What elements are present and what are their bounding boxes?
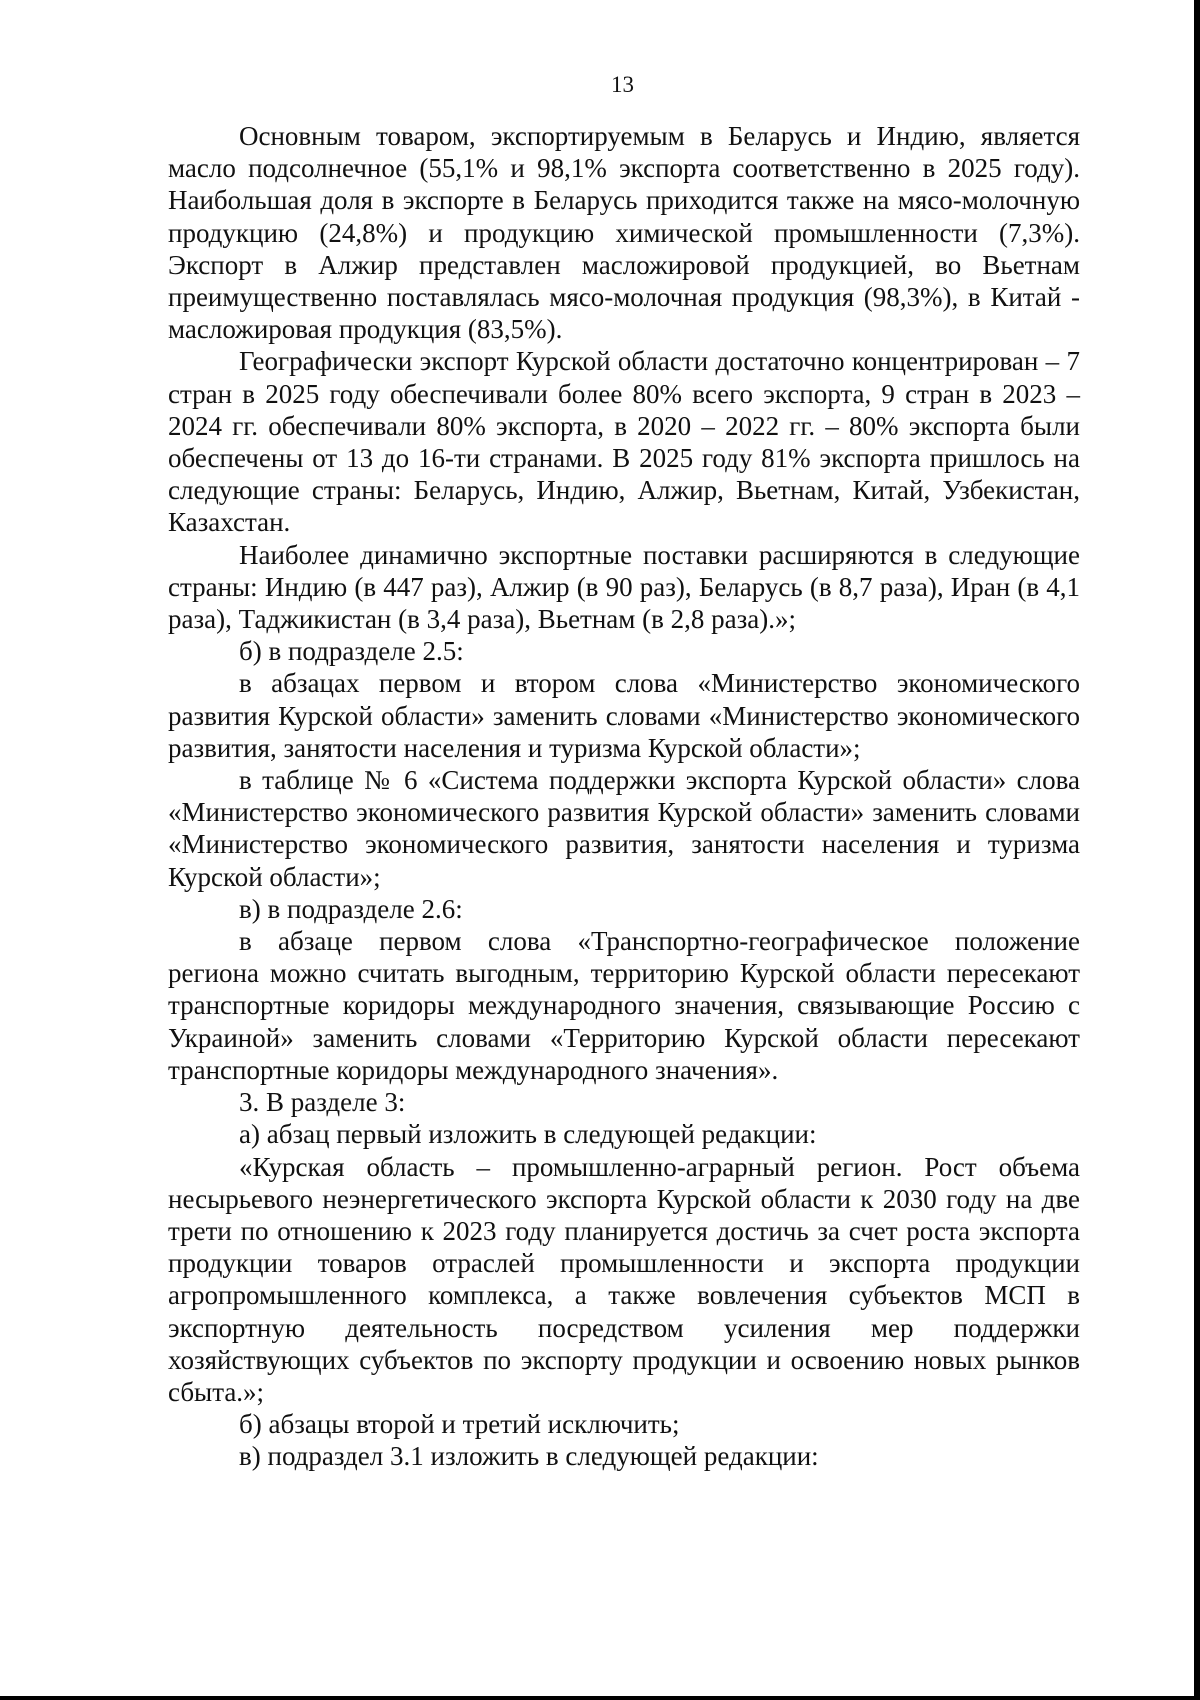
- paragraph-amend-transport: в абзаце первом слова «Транспортно-географическое положение региона можно считать выгодным, территорию Курской области пересекают транспортные коридоры международного значения, связывающие Россию с Украиной» заменить словами «Территорию Курской области пересекают транспортные коридоры международного значения».: [168, 926, 1080, 1085]
- paragraph-item-b: б) абзацы второй и третий исключить;: [239, 1409, 680, 1440]
- scan-bottom-border: [0, 1696, 1200, 1700]
- paragraph-new-wording: «Курская область – промышленно-аграрный регион. Рост объема несырьевого неэнергетического экспорта Курской области к 2030 году на две трети по отношению к 2023 году планируется достичь за счет роста экспорта продукции товаров отраслей промышленности и экспорта продукции агропромышленного комплекса, а также вовлечения субъектов МСП в экспортную деятельность посредством усиления мер поддержки хозяйствующих субъектов по экспорту продукции и освоению новых рынков сбыта.»;: [168, 1151, 1080, 1407]
- paragraph-dynamics: Наиболее динамично экспортные поставки расширяются в следующие страны: Индию (в 447 раз), Алжир (в 90 раз), Беларусь (в 8,7 раза), Иран (в 4,1 раза), Таджикистан (в 3,4 раза), Вьетнам (в 2,8 раза).»;: [168, 539, 1080, 635]
- paragraph-amend-ministry: в абзацах первом и втором слова «Министерство экономического развития Курской области» заменить словами «Министерство экономического развития, занятости населения и туризма Курской области»;: [168, 668, 1080, 763]
- paragraph-item-a: а) абзац первый изложить в следующей редакции:: [239, 1119, 817, 1150]
- paragraph-section-3: 3. В разделе 3:: [239, 1087, 406, 1118]
- paragraph-geography: Географически экспорт Курской области достаточно концентрирован – 7 стран в 2025 году обеспечивали более 80% всего экспорта, 9 стран в 2023 – 2024 гг. обеспечивали 80% экспорта, в 2020 – 2022 гг. – 80% экспорта были обеспечены от 13 до 16-ти странами. В 2025 году 81% экспорта пришлось на следующие страны: Беларусь, Индию, Алжир, Вьетнам, Китай, Узбекистан, Казахстан.: [168, 346, 1080, 538]
- paragraph-subsection-2-5: б) в подразделе 2.5:: [239, 636, 464, 667]
- paragraph-amend-table-6: в таблице № 6 «Система поддержки экспорта Курской области» слова «Министерство экономического развития Курской области» заменить словами «Министерство экономического развития, занятости населения и туризма Курской области»;: [168, 765, 1080, 892]
- paragraph-subsection-2-6: в) в подразделе 2.6:: [239, 893, 463, 924]
- page-number: 13: [611, 72, 634, 97]
- paragraph-export-goods: Основным товаром, экспортируемым в Беларусь и Индию, является масло подсолнечное (55,1% и 98,1% экспорта соответственно в 2025 году). Наибольшая доля в экспорте в Беларусь приходится также на мясо-молочную продукцию (24,8%) и продукцию химической промышленности (7,3%). Экспорт в Алжир представлен масложировой продукцией, во Вьетнам преимущественно поставлялась мясо-молочная продукция (98,3%), в Китай - масложировая продукция (83,5%).: [168, 121, 1080, 345]
- scan-right-border: [1194, 0, 1200, 1700]
- paragraph-item-v: в) подраздел 3.1 изложить в следующей редакции:: [239, 1441, 819, 1472]
- document-body: [168, 120, 1080, 1473]
